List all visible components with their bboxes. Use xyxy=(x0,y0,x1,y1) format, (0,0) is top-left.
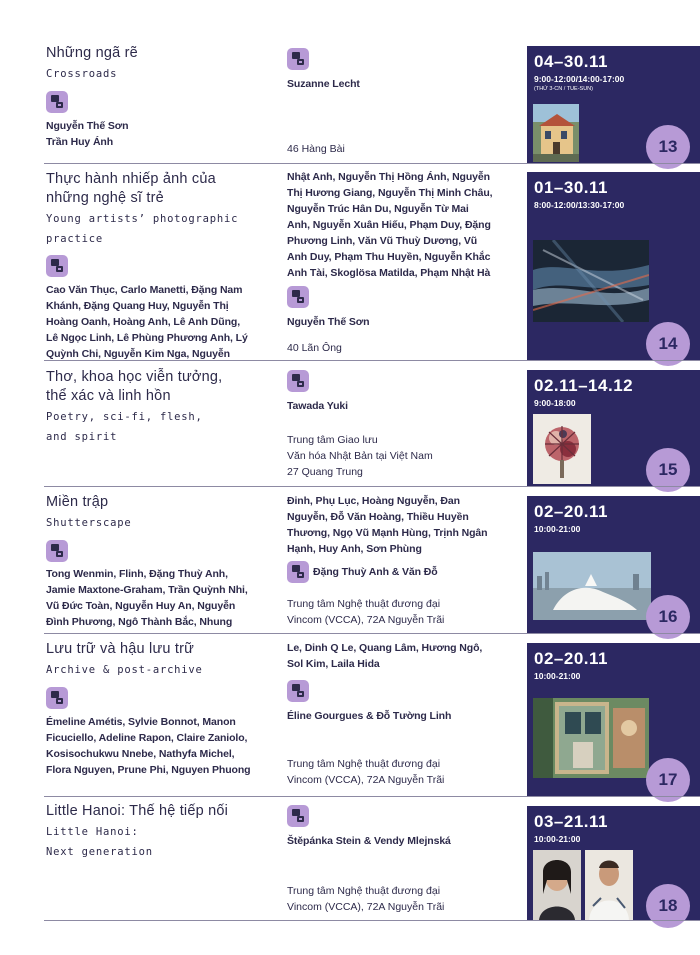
curator-name: Štěpánka Stein & Vendy Mlejnská xyxy=(287,835,451,847)
artist-line: Phương Linh, Văn Vũ Thuỳ Dương, Vũ xyxy=(287,235,478,247)
event-number-badge: 14 xyxy=(646,322,690,366)
curator-name: Đặng Thuỳ Anh & Văn Đỗ xyxy=(313,566,438,578)
event-date: 03–21.11 xyxy=(534,812,608,831)
event-title: Những ngã rẽ xyxy=(46,45,138,61)
event-date: 04–30.11 xyxy=(534,52,608,71)
venue xyxy=(287,596,513,628)
event-subtitle xyxy=(46,407,278,447)
event-subtitle-line: and spirit xyxy=(46,431,118,443)
row-divider xyxy=(44,920,700,921)
artist-icon xyxy=(46,91,68,113)
artist-line: Vũ Đức Toàn, Nguyễn Huy An, Nguyễn xyxy=(46,600,236,612)
artist-line: Anh, Nguyễn Xuân Hiếu, Phạm Duy, Đặng xyxy=(287,219,491,231)
artist-line: Đinh, Phụ Lục, Hoàng Nguyễn, Đan xyxy=(287,495,460,507)
event-photo xyxy=(533,552,651,620)
event-subtitle-line: Little Hanoi: xyxy=(46,826,139,838)
event-photo-right xyxy=(585,850,633,920)
artist-line: Nguyễn, Đỗ Văn Hoàng, Thiều Huyền xyxy=(287,511,469,523)
venue-line: Văn hóa Nhật Bản tại Việt Nam xyxy=(287,450,433,462)
event-subtitle: Crossroads xyxy=(46,68,118,80)
event-hours: 10:00-21:00 xyxy=(534,834,581,844)
venue xyxy=(287,340,513,356)
curator-icon xyxy=(287,286,309,308)
event-date: 02–20.11 xyxy=(534,649,608,668)
artist-list-continued xyxy=(287,169,513,281)
event-number-badge: 16 xyxy=(646,595,690,639)
event-date: 02.11–14.12 xyxy=(534,376,634,395)
event-number-badge: 17 xyxy=(646,758,690,802)
event-row-15 xyxy=(0,361,700,486)
event-photo xyxy=(533,698,649,778)
event-title-line: Thơ, khoa học viễn tưởng, xyxy=(46,369,223,385)
artist-line: Jamie Maxtone-Graham, Trần Quỳnh Nhi, xyxy=(46,584,248,596)
venue xyxy=(287,883,513,915)
event-row-14 xyxy=(0,164,700,360)
event-number-badge: 18 xyxy=(646,884,690,928)
event-title-line: những nghệ sĩ trẻ xyxy=(46,190,164,206)
event-title-line: thể xác và linh hồn xyxy=(46,388,171,404)
event-row-18 xyxy=(0,797,700,922)
event-hours: 9:00-18:00 xyxy=(534,398,576,408)
venue xyxy=(287,141,513,157)
event-subtitle: Archive & post-archive xyxy=(46,664,203,676)
venue-line: Trung tâm Nghệ thuật đương đại xyxy=(287,885,441,897)
curator-name: Tawada Yuki xyxy=(287,400,348,412)
artist-line: Trần Huy Ánh xyxy=(46,136,114,148)
artist-list xyxy=(46,118,278,150)
venue xyxy=(287,432,513,480)
event-photo xyxy=(533,104,579,162)
event-title: Lưu trữ và hậu lưu trữ xyxy=(46,641,195,657)
event-title: Miền trập xyxy=(46,494,109,510)
artist-line: Nguyễn Thế Sơn xyxy=(46,120,129,132)
curator-icon xyxy=(287,805,309,827)
venue-line: 46 Hàng Bài xyxy=(287,143,345,155)
curator-icon xyxy=(287,680,309,702)
curator-icon xyxy=(287,370,309,392)
artist-list-continued xyxy=(287,640,513,672)
artist-line: Thương, Ngọ Vũ Mạnh Hùng, Trịnh Ngân xyxy=(287,527,488,539)
event-hours-note: (THỨ 3-CN / TUE-SUN) xyxy=(534,86,593,92)
artist-line: Anh Duy, Phạm Thu Huyền, Nguyễn Khắc xyxy=(287,251,491,263)
venue-line: Trung tâm Nghệ thuật đương đại xyxy=(287,758,441,770)
event-number-badge: 15 xyxy=(646,448,690,492)
event-photo xyxy=(533,240,649,322)
venue-line: Vincom (VCCA), 72A Nguyễn Trãi xyxy=(287,774,445,786)
event-subtitle: Young artists’ photographic practice xyxy=(46,213,239,245)
artist-line: Quỳnh Chi, Nguyễn Kim Nga, Nguyễn xyxy=(46,348,230,360)
event-photo xyxy=(533,414,591,484)
event-row-17 xyxy=(0,634,700,796)
event-title: Little Hanoi: Thế hệ tiếp nối xyxy=(46,803,229,819)
artist-line: Nhật Anh, Nguyễn Thị Hồng Ánh, Nguyễn xyxy=(287,171,490,183)
venue-line: Vincom (VCCA), 72A Nguyễn Trãi xyxy=(287,614,445,626)
artist-list xyxy=(46,566,278,630)
venue xyxy=(287,756,513,788)
curator-icon xyxy=(287,48,309,70)
artist-line: Tong Wenmin, Flinh, Đặng Thuỳ Anh, xyxy=(46,568,228,580)
artist-line: Anh Tài, Skoglösa Matilda, Phạm Nhật Hà xyxy=(287,267,491,279)
event-subtitle: Shutterscape xyxy=(46,517,132,529)
artist-line: Émeline Amétis, Sylvie Bonnot, Manon xyxy=(46,716,236,728)
event-title xyxy=(46,368,278,406)
event-subtitle xyxy=(46,822,278,862)
event-date: 01–30.11 xyxy=(534,178,608,197)
event-title xyxy=(46,170,278,208)
venue-line: Trung tâm Nghệ thuật đương đại xyxy=(287,598,441,610)
curator-icon xyxy=(287,561,309,583)
event-subtitle-line: Next generation xyxy=(46,846,153,858)
artist-icon xyxy=(46,687,68,709)
curator-name: Nguyễn Thế Sơn xyxy=(287,316,370,328)
artist-line: Sol Kim, Laila Hida xyxy=(287,658,380,670)
artist-line: Kosisochukwu Nnebe, Nathyfa Michel, xyxy=(46,748,235,760)
event-hours: 8:00-12:00/13:30-17:00 xyxy=(534,200,625,210)
venue-line: 40 Lãn Ông xyxy=(287,342,342,354)
artist-icon xyxy=(46,540,68,562)
curator-name: Suzanne Lecht xyxy=(287,78,360,90)
venue-line: Vincom (VCCA), 72A Nguyễn Trãi xyxy=(287,901,445,913)
event-hours: 9:00-12:00/14:00-17:00 xyxy=(534,74,625,84)
curator-name: Éline Gourgues & Đỗ Tường Linh xyxy=(287,710,452,722)
artist-line: Flora Nguyen, Prune Phi, Nguyen Phuong xyxy=(46,764,251,776)
event-hours: 10:00-21:00 xyxy=(534,524,581,534)
artist-line: Le, Dinh Q Le, Quang Lâm, Hương Ngô, xyxy=(287,642,483,654)
curator xyxy=(287,561,513,583)
artist-line: Đình Phương, Ngô Thành Bắc, Nhung xyxy=(46,616,233,628)
artist-list xyxy=(46,714,278,778)
artist-line: Thị Hương Giang, Nguyễn Thị Minh Châu, xyxy=(287,187,493,199)
artist-line: Hoàng Oanh, Hoàng Anh, Lê Anh Dũng, xyxy=(46,316,241,328)
event-title-line: Thực hành nhiếp ảnh của xyxy=(46,171,216,187)
artist-icon xyxy=(46,255,68,277)
artist-line: Hạnh, Huy Anh, Sơn Phùng xyxy=(287,543,422,555)
venue-line: 27 Quang Trung xyxy=(287,466,363,478)
artist-list-continued xyxy=(287,493,513,557)
artist-list xyxy=(46,282,278,362)
event-row-16 xyxy=(0,487,700,633)
event-row-13 xyxy=(0,0,700,163)
artist-line: Lê Ngọc Linh, Lê Phùng Phương Anh, Lý xyxy=(46,332,248,344)
artist-line: Khánh, Đặng Quang Huy, Nguyễn Thị xyxy=(46,300,229,312)
artist-line: Ficuciello, Adeline Rapon, Claire Zaniolo, xyxy=(46,732,248,744)
event-hours: 10:00-21:00 xyxy=(534,671,581,681)
artist-line: Cao Văn Thục, Carlo Manetti, Đặng Nam xyxy=(46,284,243,296)
event-photo-left xyxy=(533,850,581,920)
venue-line: Trung tâm Giao lưu xyxy=(287,434,378,446)
event-number-badge: 13 xyxy=(646,125,690,169)
event-subtitle-line: Poetry, sci-fi, flesh, xyxy=(46,411,203,423)
event-date: 02–20.11 xyxy=(534,502,608,521)
artist-line: Nguyễn Trúc Hân Du, Nguyễn Từ Mai xyxy=(287,203,469,215)
